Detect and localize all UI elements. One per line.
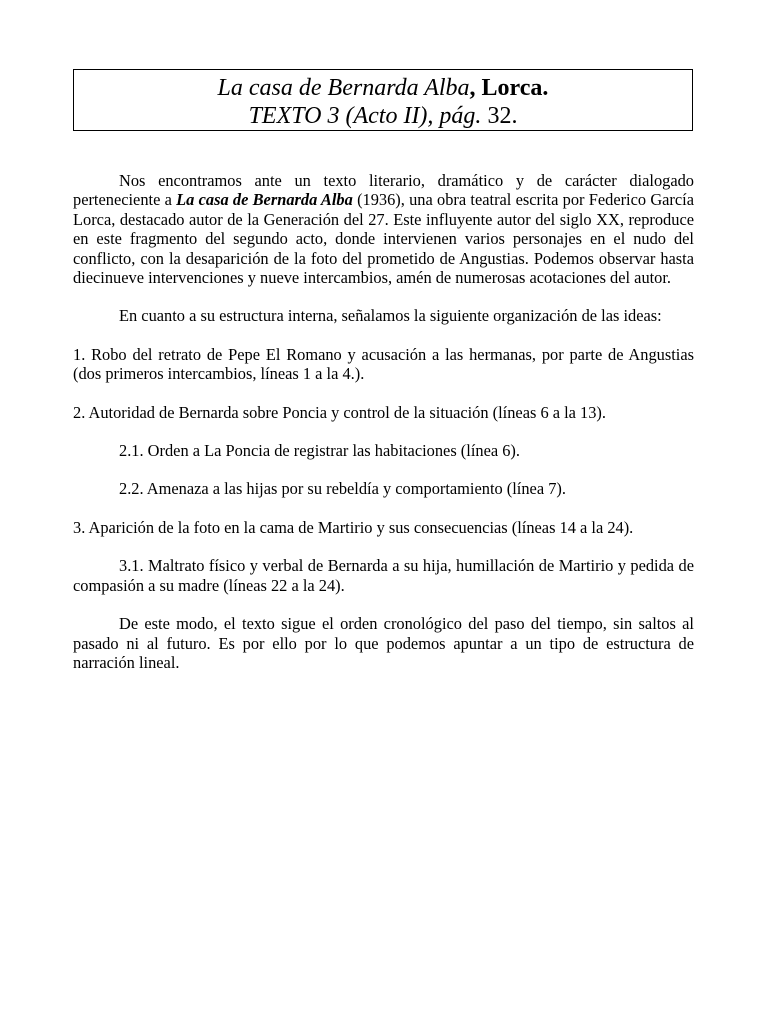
list-item-3-1: 3.1. Maltrato físico y verbal de Bernarda a su hija, humillación de Martirio y pedida de compasión a su madre (líneas 22 a la 24).: [73, 556, 694, 595]
list-item-1: 1. Robo del retrato de Pepe El Romano y acusación a las hermanas, por parte de Angustias (dos primeros intercambios, líneas 1 a la 4.).: [73, 344, 694, 384]
work-title: La casa de Bernarda Alba: [217, 75, 470, 101]
intro-paragraph: [73, 171, 694, 287]
text-reference: TEXTO 3 (Acto II), pág.: [248, 103, 482, 129]
document-title: [74, 74, 692, 102]
list-item-2: 2. Autoridad de Bernarda sobre Poncia y control de la situación (líneas 6 a la 13).: [73, 402, 606, 422]
conclusion-paragraph: De este modo, el texto sigue el orden cronológico del paso del tiempo, sin saltos al pasado ni al futuro. Es por ello por lo que podemos apuntar a un tipo de estructura de narración lineal.: [73, 614, 694, 672]
structure-intro-paragraph: En cuanto a su estructura interna, señalamos la siguiente organización de las ideas:: [119, 306, 662, 326]
intro-text-pre: Nos encontramos ante un texto literario, dramático y de carácter dialogado perteneciente a: [73, 171, 694, 210]
list-item-2-1: 2.1. Orden a La Poncia de registrar las habitaciones (línea 6).: [119, 441, 520, 461]
list-item-2-2: 2.2. Amenaza a las hijas por su rebeldía y comportamiento (línea 7).: [119, 479, 566, 499]
intro-text-post: (1936), una obra teatral escrita por Federico García Lorca, destacado autor de la Generación del 27. Este influyente autor del siglo XX, reproduce en este fragmento del segundo acto, donde intervienen varios personajes en el nudo del conflicto, con la desaparición de la foto del prometido de Angustias. Podemos observar hasta diecinueve intervenciones y nueve intercambios, amén de numerosas acotaciones del autor.: [73, 190, 694, 288]
intro-work-title: La casa de Bernarda Alba: [176, 190, 353, 210]
page-number: 32.: [481, 103, 518, 129]
title-box: [73, 69, 693, 131]
document-body: [73, 171, 694, 691]
list-item-3: 3. Aparición de la foto en la cama de Martirio y sus consecuencias (líneas 14 a la 24).: [73, 517, 634, 537]
author-name: , Lorca.: [469, 75, 549, 101]
document-subtitle: [74, 102, 692, 130]
